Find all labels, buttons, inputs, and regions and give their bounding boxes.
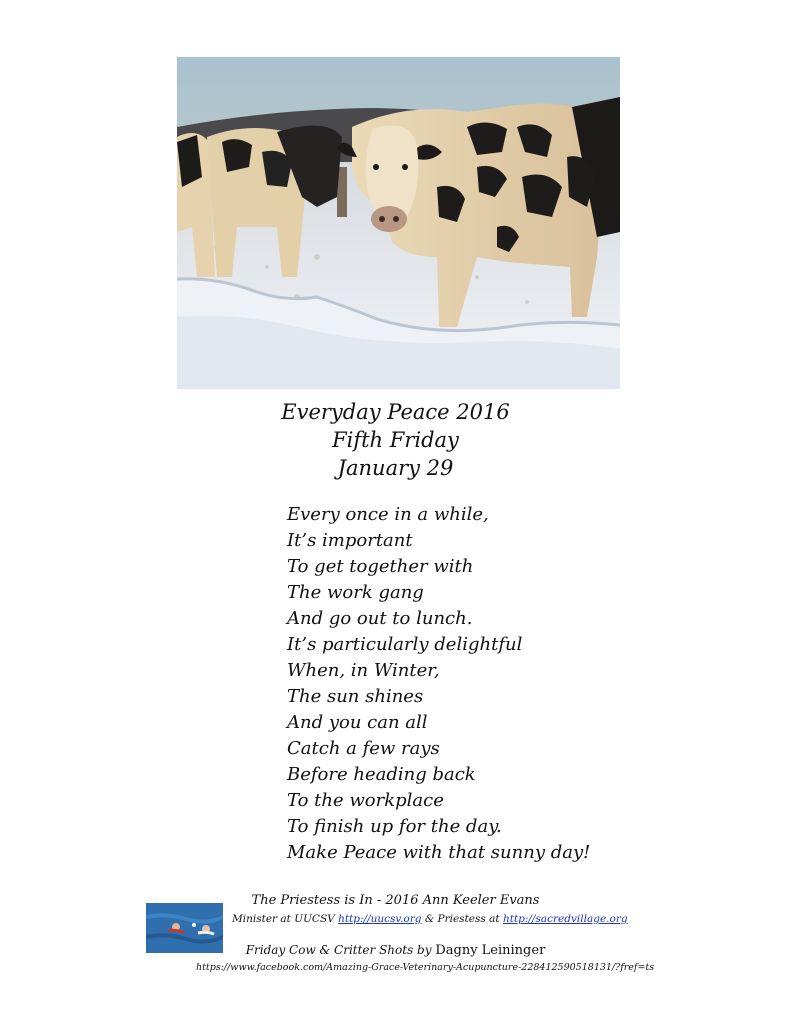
poem-line: Every once in a while,: [287, 504, 489, 525]
poem-line: Before heading back: [287, 764, 476, 785]
affiliations-line: [232, 913, 628, 925]
sacred-village-link[interactable]: http://sacredvillage.org: [502, 913, 628, 925]
title-line-3: January 29: [337, 456, 454, 480]
poem-line: When, in Winter,: [287, 660, 440, 681]
poem-line: To get together with: [287, 556, 474, 577]
title-line-2: Fifth Friday: [332, 428, 459, 452]
poem-line: To the workplace: [287, 790, 444, 811]
poem-line: To finish up for the day.: [287, 816, 502, 837]
poem: [287, 502, 590, 866]
poem-line: Make Peace with that sunny day!: [287, 842, 591, 863]
footer-title: The Priestess is In - 2016 Ann Keeler Evans: [251, 893, 540, 908]
cow-photo: [177, 57, 620, 389]
poem-line: The work gang: [287, 582, 424, 603]
poem-line: And go out to lunch.: [287, 608, 473, 629]
minister-label: Minister at UUCSV: [232, 913, 339, 925]
uucsv-link[interactable]: http://uucsv.org: [338, 913, 422, 925]
priestess-label: & Priestess at: [421, 913, 503, 925]
photo-credit: [0, 943, 791, 958]
poem-line: It’s particularly delightful: [287, 634, 523, 655]
facebook-url: https://www.facebook.com/Amazing-Grace-Veterinary-Acupuncture-228412590518131/?fref=ts: [196, 962, 655, 973]
poem-line: It’s important: [287, 530, 413, 551]
credit-name: Dagny Leininger: [435, 943, 546, 958]
poem-line: The sun shines: [287, 686, 424, 707]
poem-line: Catch a few rays: [287, 738, 440, 759]
title-line-1: Everyday Peace 2016: [281, 400, 510, 424]
credit-label: Friday Cow & Critter Shots by: [245, 943, 436, 957]
poem-line: And you can all: [287, 712, 428, 733]
